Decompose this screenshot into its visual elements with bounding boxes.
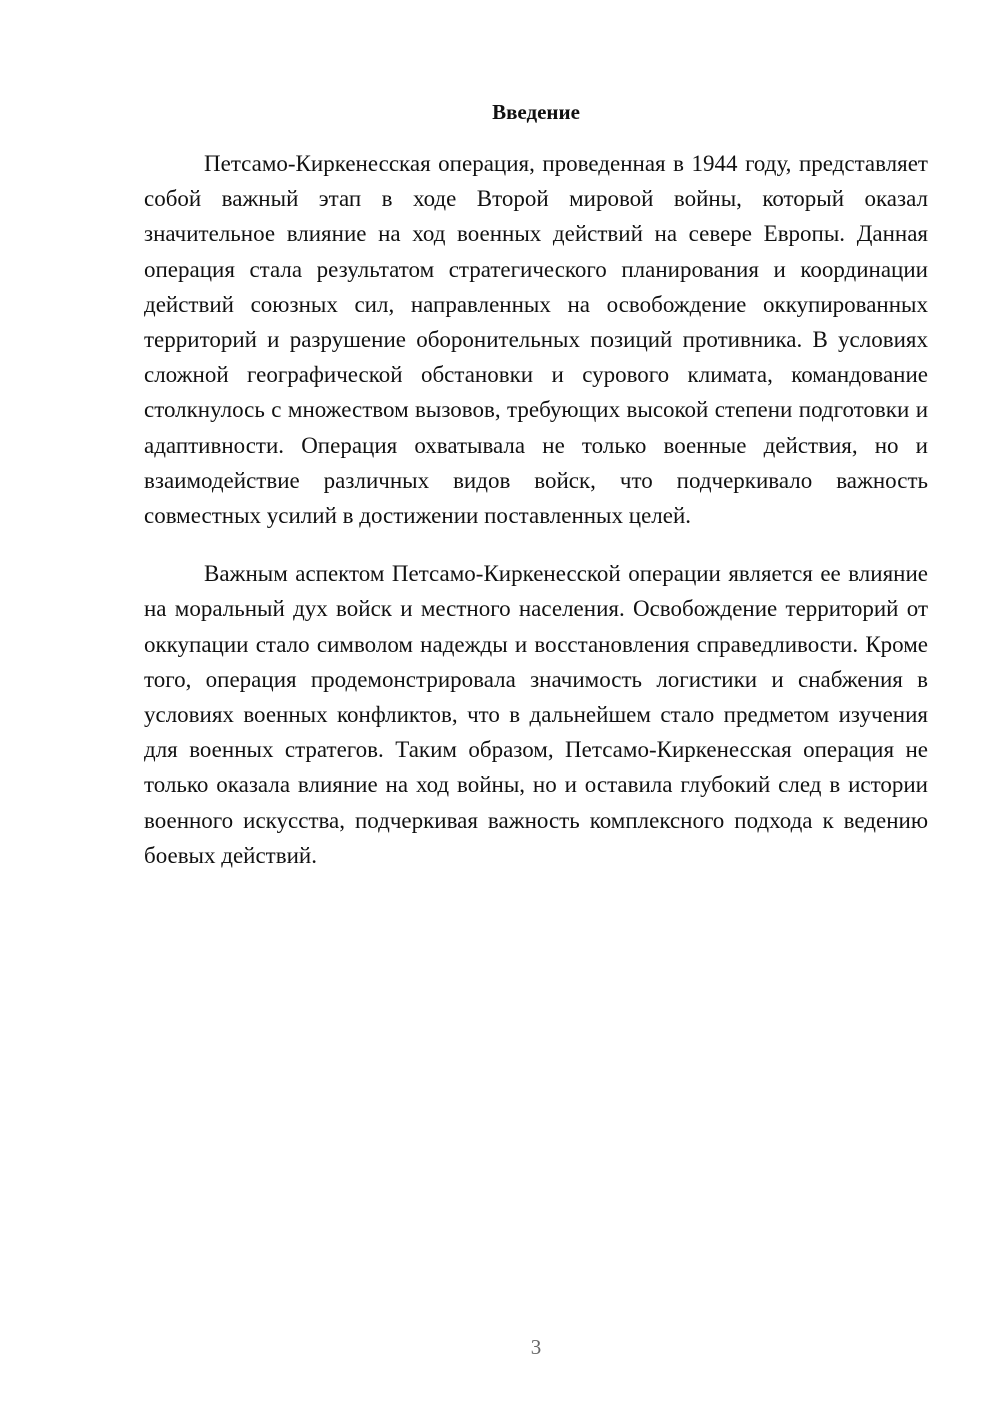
paragraph-1: Петсамо-Киркенесская операция, проведенная в 1944 году, представляет собой важный этап в ходе Второй мировой войны, который оказал значительное влияние на ход военных действий на севере Европы. Данная операция стала результатом стратегического планирования и координации действий союзных сил, направленных на освобождение оккупированных территорий и разрушение оборонительных позиций противника. В условиях сложной географической обстановки и сурового климата, командование столкнулось с множеством вызовов, требующих высокой степени подготовки и адаптивности. Операция охватывала не только военные действия, но и взаимодействие различных видов войск, что подчеркивало важность совместных усилий в достижении поставленных целей. bbox=[144, 151, 928, 529]
document-body bbox=[144, 146, 928, 873]
paragraph-2: Важным аспектом Петсамо-Киркенесской операции является ее влияние на моральный дух войск и местного населения. Освобождение территорий от оккупации стало символом надежды и восстановления справедливости. Кроме того, операция продемонстрировала значимость логистики и снабжения в условиях военных конфликтов, что в дальнейшем стало предметом изучения для военных стратегов. Таким образом, Петсамо-Киркенесская операция не только оказала влияние на ход войны, но и оставила глубокий след в истории военного искусства, подчеркивая важность комплексного подхода к ведению боевых действий. bbox=[144, 561, 928, 868]
page-number: 3 bbox=[530, 1335, 542, 1359]
section-heading: Введение bbox=[492, 100, 580, 124]
